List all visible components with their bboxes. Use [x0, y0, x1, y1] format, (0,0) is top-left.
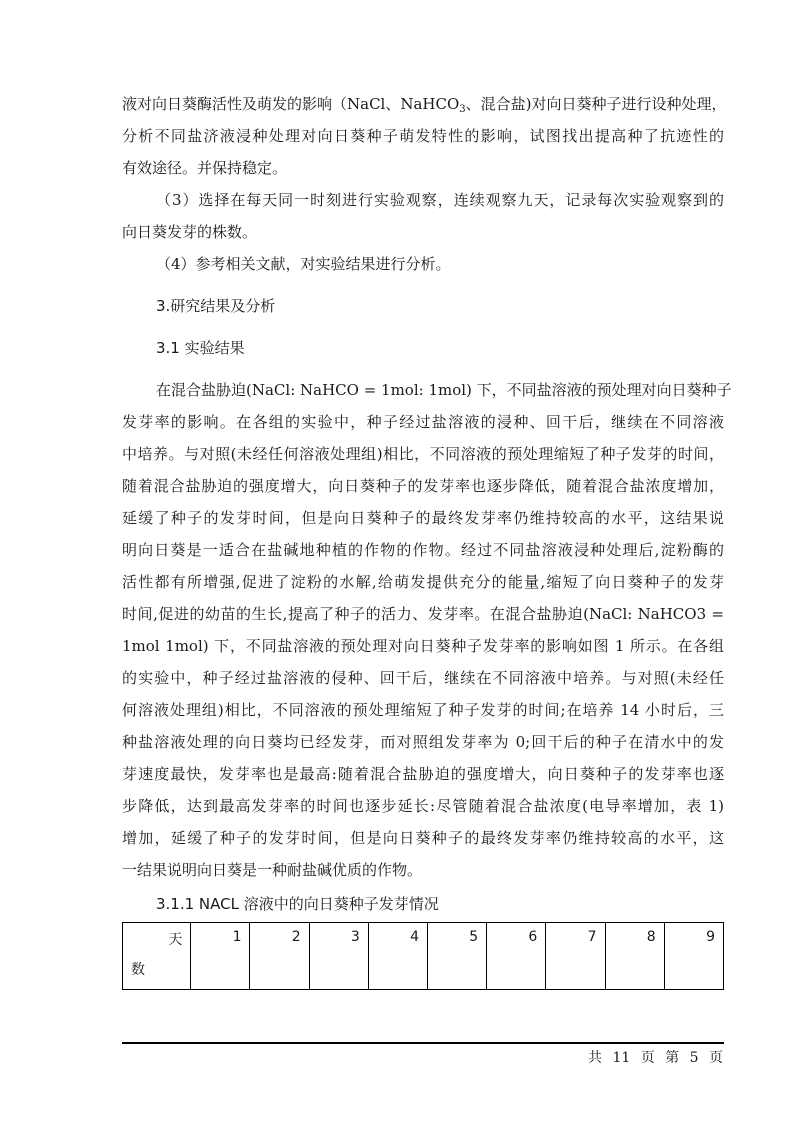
paragraph-line: [156, 190, 724, 210]
paragraph-line: 活性都有所增强,促进了淀粉的水解,给萌发提供充分的能量,缩短了向日葵种子的发芽: [122, 573, 724, 591]
footer-divider: [122, 1042, 724, 1044]
paragraph-line: 种盐溶液处理的向日葵均已经发芽，而对照组发芽率为 0;回干后的种子在清水中的发: [122, 733, 724, 751]
paragraph-line: [122, 94, 727, 120]
table-cell-day: 1: [191, 923, 250, 990]
section-heading: 3.研究结果及分析: [156, 297, 276, 315]
paragraph-line: 明向日葵是一适合在盐碱地种植的作物的作物。经过不同盐溶液浸种处理后,淀粉酶的: [122, 541, 724, 559]
paragraph-line: [156, 380, 732, 400]
table-row: [123, 923, 724, 990]
paragraph-line: 步降低，达到最高发芽率的时间也逐步延长:尽管随着混合盐浓度(电导率增加，表 1): [122, 797, 724, 815]
paragraph-line: 一结果说明向日葵是一种耐盐碱优质的作物。: [122, 861, 423, 879]
table-header-cell: [123, 923, 191, 990]
paragraph-line: 向日葵发芽的株数。: [122, 223, 258, 241]
paragraph-line: 时间,促进的幼苗的生长,提高了种子的活力、发芽率。在混合盐胁迫(NaCl: NaHCO3 =: [122, 605, 724, 623]
table-cell-day: 7: [546, 923, 605, 990]
paragraph-line: 何溶液处理组)相比，不同溶液的预处理缩短了种子发芽的时间;在培养 14 小时后，三: [122, 701, 724, 719]
paragraph-line: （4）参考相关文献，对实验结果进行分析。: [156, 255, 451, 273]
table-cell-day: 5: [428, 923, 487, 990]
paragraph-line: 随着混合盐胁迫的强度增大，向日葵种子的发芽率也逐步降低，随着混合盐浓度增加，: [122, 477, 724, 495]
text-fragment: 、混合盐)对向日葵种子进行设种处理，: [465, 95, 727, 113]
table-cell-day: 9: [664, 923, 723, 990]
paragraph-line: 分析不同盐济液浸种处理对向日葵种子萌发特性的影响，试图找出提高种了抗迹性的: [122, 127, 724, 145]
paragraph-line: 芽速度最快，发芽率也是最高:随着混合盐胁迫的强度增大，向日葵种子的发芽率也逐: [122, 765, 724, 783]
table-cell-day: 6: [487, 923, 546, 990]
header-bottom: 数: [131, 962, 145, 978]
table-cell-day: 4: [368, 923, 427, 990]
text-fragment: （3）选择在每天同一时刻进行实验观察，连续观察九天，记录每次实验观察到的: [156, 191, 724, 209]
paragraph-line: 发芽率的影响。在各组的实验中，种子经过盐溶液的浸种、回干后，继续在不同溶液: [122, 413, 724, 431]
text-fragment: 在混合盐胁迫(NaCl: NaHCO = 1mol: 1mol) 下，不同盐溶液的预处理对向日葵种子: [156, 381, 732, 399]
page-number: 共 11 页 第 5 页: [588, 1050, 723, 1066]
paragraph-line: 有效途径。并保持稳定。: [122, 159, 288, 177]
table-caption: 3.1.1 NACL 溶液中的向日葵种子发芽情况: [156, 895, 439, 913]
text-fragment: 液对向日葵酶活性及萌发的影响（NaCl、NaHCO: [122, 95, 460, 113]
subscript: 3: [459, 104, 466, 115]
paragraph-line: 增加，延缓了种子的发芽时间，但是向日葵种子的最终发芽率仍维持较高的水平，这: [122, 829, 724, 847]
paragraph-line: 1mol 1mol) 下，不同盐溶液的预处理对向日葵种子发芽率的影响如图 1 所示。在各组: [122, 637, 724, 655]
table-cell-day: 3: [309, 923, 368, 990]
paragraph-line: 延缓了种子的发芽时间，但是向日葵种子的最终发芽率仍维持较高的水平，这结果说: [122, 509, 724, 527]
paragraph-line: 的实验中，种子经过盐溶液的侵种、回干后，继续在不同溶液中培养。与对照(未经任: [122, 669, 724, 687]
header-top: 天: [168, 932, 183, 948]
subsection-heading: 3.1 实验结果: [156, 339, 245, 357]
paragraph-line: 中培养。与对照(未经任何溶液处理组)相比，不同溶液的预处理缩短了种子发芽的时间，: [122, 445, 724, 463]
table-cell-day: 8: [605, 923, 664, 990]
germination-table: [122, 922, 724, 990]
table-cell-day: 2: [250, 923, 309, 990]
